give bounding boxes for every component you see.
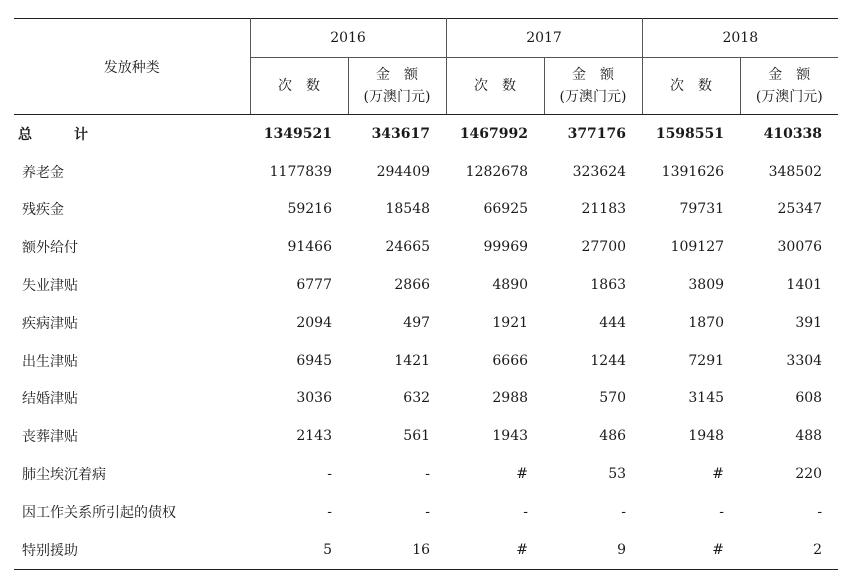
amount-header-line2: (万澳门元) [363,89,431,105]
table-cell: 2143 [296,428,332,445]
table-cell: - [425,466,431,483]
row-label: 因工作关系所引起的债权 [22,504,176,521]
row-label: 特别援助 [22,542,78,559]
row-label: 出生津贴 [22,353,78,370]
table-cell: 1421 [394,352,431,369]
year-header-2016: 2016 [250,19,446,58]
count-header-2018: 次 数 [642,58,740,115]
amount-header-2017 [544,58,642,115]
year-header-2018: 2018 [642,19,838,58]
table-cell: 220 [795,466,823,483]
year-header-2017: 2017 [446,19,642,58]
category-header: 发放种类 [14,19,250,115]
row-label: 失业津贴 [22,278,78,295]
table-cell: 6945 [296,352,332,369]
total-row [14,115,838,153]
amount-header-line2: (万澳门元) [755,89,823,105]
table-cell: 1863 [590,277,627,294]
table-row [14,191,838,229]
table-row [14,266,838,304]
table-cell: - [327,503,332,520]
table-cell: # [516,466,529,483]
table-cell: 323624 [572,163,627,180]
table-cell: 66925 [483,201,529,218]
table-cell: 2094 [296,314,332,331]
table-cell: - [817,503,823,520]
table-cell: 91466 [287,239,332,256]
table-cell: 1870 [688,314,725,331]
table-cell: 1244 [590,352,627,369]
row-label: 额外给付 [22,240,78,257]
table-row [14,380,838,418]
table-row [14,153,838,191]
table-row [14,455,838,493]
table-cell: 2 [813,541,823,558]
row-label: 养老金 [22,164,64,181]
table-cell: 1921 [492,314,529,331]
table-cell: 53 [608,466,627,483]
table-row [14,531,838,569]
table-row [14,228,838,266]
table-cell: - [523,503,529,520]
table-cell: 1467992 [459,125,529,142]
table-cell: - [719,503,725,520]
row-label: 疾病津贴 [22,315,78,332]
amount-header-2018 [740,58,838,115]
table-cell: 3036 [296,390,332,407]
table-cell: 109127 [670,239,725,256]
table-cell: 294409 [376,163,431,180]
table-cell: 18548 [385,201,431,218]
table-cell: - [621,503,627,520]
table-cell: 79731 [679,201,725,218]
table-cell: 59216 [287,201,332,218]
table-cell: 1943 [492,428,529,445]
amount-header-line1: 金 额 [768,67,811,83]
table-cell: 486 [599,428,627,445]
table-cell: 6666 [492,352,529,369]
count-header-2016: 次 数 [250,58,348,115]
table-cell: # [712,541,725,558]
table-cell: 410338 [763,125,823,142]
table-cell: 1177839 [269,163,332,180]
table-cell: 1598551 [655,125,725,142]
table-cell: 1401 [786,277,823,294]
table-cell: 1349521 [263,125,332,142]
amount-header-line1: 金 额 [376,67,418,83]
table-cell: 3809 [688,277,725,294]
table-cell: 1948 [688,428,725,445]
table-cell: # [516,541,529,558]
table-cell: 99969 [483,239,529,256]
benefits-table [14,18,838,570]
amount-header-2016 [348,58,446,115]
table-row [14,342,838,380]
table-cell: 1282678 [465,163,529,180]
table-cell: 444 [599,314,627,331]
table-cell: 348502 [768,163,823,180]
table-cell: 570 [599,390,627,407]
table-cell: 497 [403,314,431,331]
amount-header-line1: 金 额 [572,67,615,83]
table-cell: 488 [795,428,823,445]
table-row [14,417,838,455]
table-cell: 27700 [581,239,627,256]
table-cell: - [327,466,332,483]
table-cell: 343617 [371,125,431,142]
table-cell: 30076 [777,239,823,256]
table-cell: 9 [617,541,627,558]
table-cell: 7291 [688,352,725,369]
table-cell: 16 [412,541,431,558]
table-cell: 3304 [786,352,823,369]
table-cell: 391 [795,314,823,331]
row-label: 结婚津贴 [22,391,78,408]
table-cell: # [712,466,725,483]
table-cell: 2866 [394,277,431,294]
row-label: 肺尘埃沉着病 [22,467,106,484]
table-cell: 608 [795,390,823,407]
table-row [14,304,838,342]
table-cell: 1391626 [661,163,725,180]
table-cell: 6777 [296,277,332,294]
table-cell: 21183 [581,201,627,218]
table-cell: 25347 [777,201,823,218]
table-cell: 561 [403,428,431,445]
table-cell: 3145 [688,390,725,407]
table-cell: 5 [323,541,332,558]
table-row [14,493,838,531]
table-cell: 4890 [492,277,529,294]
table-cell: 24665 [385,239,431,256]
row-label: 丧葬津贴 [22,429,78,446]
table-cell: 377176 [567,125,627,142]
table-cell: 2988 [492,390,529,407]
table-cell: 632 [403,390,431,407]
row-label: 总 计 [18,126,102,143]
count-header-2017: 次 数 [446,58,544,115]
table-cell: - [425,503,431,520]
amount-header-line2: (万澳门元) [559,89,627,105]
row-label: 残疾金 [22,202,64,219]
